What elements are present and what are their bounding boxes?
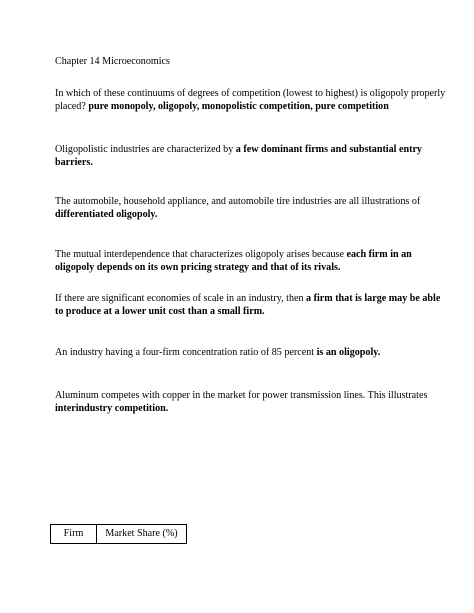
question-5-text: If there are significant economies of scale in an industry, then [55,293,307,304]
question-4-answer-cont: oligopoly depends on its own pricing strategy and that of its rivals. [55,262,341,273]
question-1-line-1 [55,87,445,100]
question-4-line-1 [55,248,412,261]
question-1-line-2 [55,100,389,113]
question-2-line-2 [55,156,93,169]
question-4-text: The mutual interdependence that characterizes oligopoly arises because [55,249,347,260]
question-1-text: In which of these continuums of degrees of competition (lowest to highest) is oligopoly properly [55,88,446,99]
question-7-answer: interindustry competition. [55,403,169,414]
question-1-answer: pure monopoly, oligopoly, monopolistic competition, pure competition [88,101,389,112]
question-6-line-1 [55,346,380,359]
question-5-line-2 [55,305,265,318]
question-5-answer-cont: to produce at a lower unit cost than a small firm. [55,306,265,317]
question-7-text: Aluminum competes with copper in the market for power transmission lines. This illustrates [55,390,428,401]
question-3-line-1 [55,195,420,208]
question-5-answer: a firm that is large may be able [306,293,441,304]
question-2-answer: a few dominant firms and substantial entry [235,144,422,155]
question-4-line-2 [55,261,340,274]
question-2-text: Oligopolistic industries are characterized by [55,144,236,155]
question-4-answer: each firm in an [346,249,412,260]
question-7-line-2 [55,402,168,415]
question-6-text: An industry having a four-firm concentration ratio of 85 percent [55,347,317,358]
question-3-answer: differentiated oligopoly. [55,209,158,220]
question-2-line-1 [55,143,422,156]
question-2-answer-cont: barriers. [55,157,93,168]
table-header-market-share: Market Share (%) [105,528,178,539]
question-3-text: The automobile, household appliance, and automobile tire industries are all illustrations of [55,196,421,207]
market-share-table [50,524,187,544]
question-7-line-1 [55,389,427,402]
question-6-answer: is an oligopoly. [316,347,381,358]
question-1-text-cont: placed? [55,101,89,112]
question-5-line-1 [55,292,440,305]
table-header-firm: Firm [51,525,97,543]
question-3-line-2 [55,208,157,221]
document-heading: Chapter 14 Microeconomics [55,56,170,67]
